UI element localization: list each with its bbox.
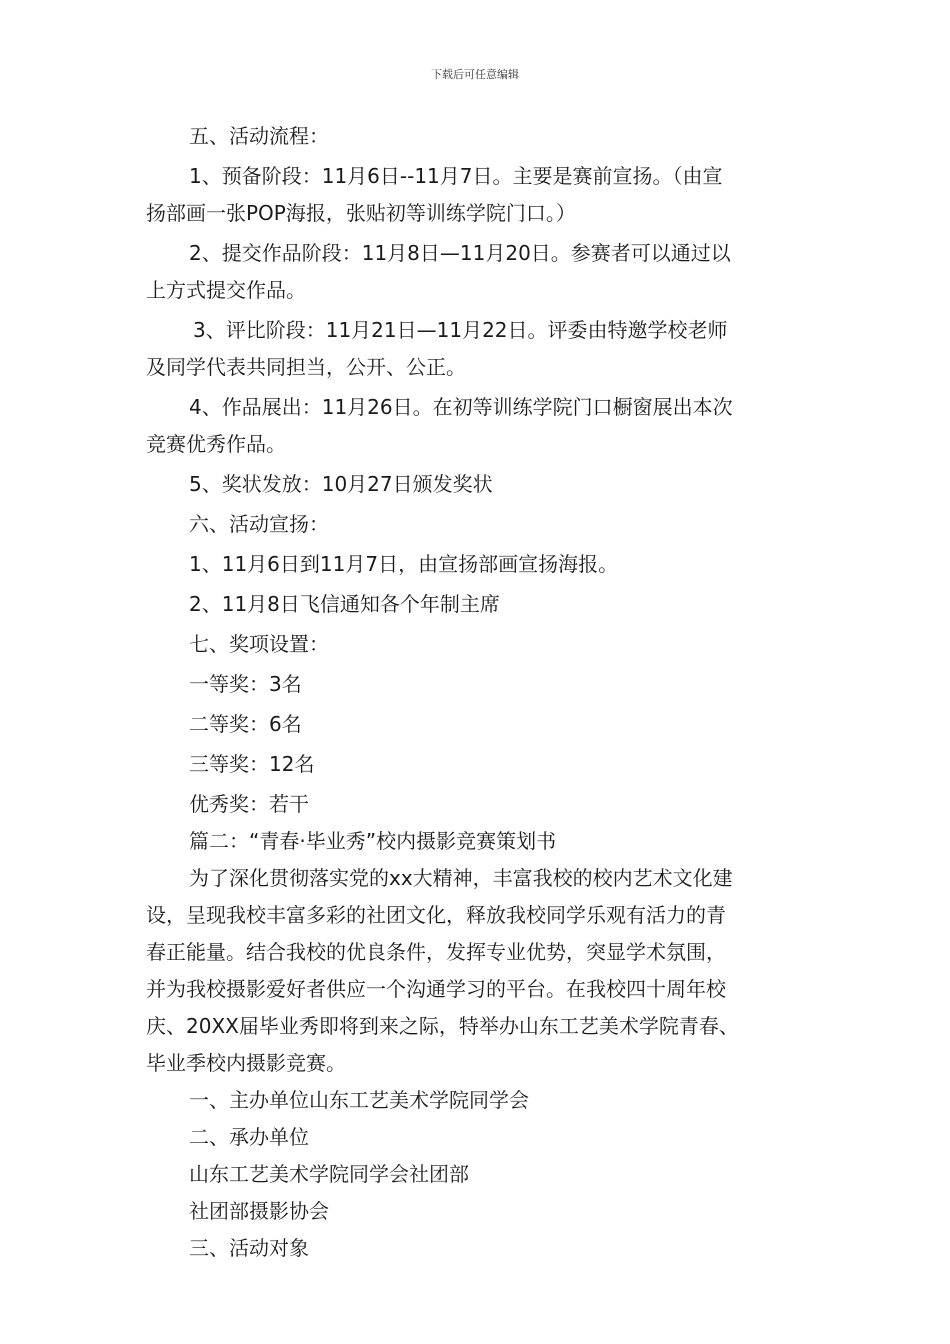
paragraph-line: 扬部画一张POP海报，张贴初等训练学院门口。） [146,201,576,225]
paragraph-line: 山东工艺美术学院同学会社团部 [189,1162,469,1186]
section-5-title: 五、活动流程： [189,124,329,148]
page-header: 下载后可任意编辑 [431,68,519,81]
paragraph-line: 竞赛优秀作品。 [146,432,286,456]
award-line: 三等奖：12名 [189,752,315,776]
award-line: 优秀奖：若干 [189,792,309,816]
paragraph-line: 并为我校摄影爱好者供应一个沟通学习的平台。在我校四十周年校 [146,977,726,1001]
document-body [146,118,808,1267]
paragraph-line: 2、提交作品阶段：11月8日—11月20日。参赛者可以通过以 [189,241,731,265]
part-2-title: 篇二：“青春·毕业秀”校内摄影竞赛策划书 [189,829,557,853]
paragraph-line: 及同学代表共同担当，公开、公正。 [146,355,466,379]
paragraph-line: 毕业季校内摄影竞赛。 [146,1051,346,1075]
section-7-title: 七、奖项设置： [189,632,329,656]
paragraph-line: 3、评比阶段：11月21日—11月22日。评委由特邀学校老师 [193,318,728,342]
paragraph-line: 1、11月6日到11月7日，由宣扬部画宣扬海报。 [189,552,619,576]
paragraph-line: 一、主办单位山东工艺美术学院同学会 [189,1088,529,1112]
paragraph-line: 庆、20XX届毕业秀即将到来之际，特举办山东工艺美术学院青春、 [146,1014,739,1038]
paragraph-line: 春正能量。结合我校的优良条件，发挥专业优势，突显学术氛围， [146,940,726,964]
award-line: 一等奖：3名 [189,672,302,696]
paragraph-line: 1、预备阶段：11月6日--11月7日。主要是赛前宣扬。（由宣 [189,164,723,188]
paragraph-line: 2、11月8日飞信通知各个年制主席 [189,592,500,616]
paragraph-line: 上方式提交作品。 [146,278,306,302]
paragraph-line: 为了深化贯彻落实党的xx大精神，丰富我校的校内艺术文化建 [189,866,733,890]
paragraph-line: 设，呈现我校丰富多彩的社团文化，释放我校同学乐观有活力的青 [146,903,726,927]
paragraph-line: 4、作品展出：11月26日。在初等训练学院门口橱窗展出本次 [189,395,733,419]
paragraph-line: 5、奖状发放：10月27日颁发奖状 [189,472,493,496]
paragraph-line: 社团部摄影协会 [189,1199,329,1223]
section-6-title: 六、活动宣扬： [189,512,329,536]
paragraph-line: 三、活动对象 [189,1236,309,1260]
paragraph-line: 二、承办单位 [189,1125,309,1149]
award-line: 二等奖：6名 [189,712,302,736]
